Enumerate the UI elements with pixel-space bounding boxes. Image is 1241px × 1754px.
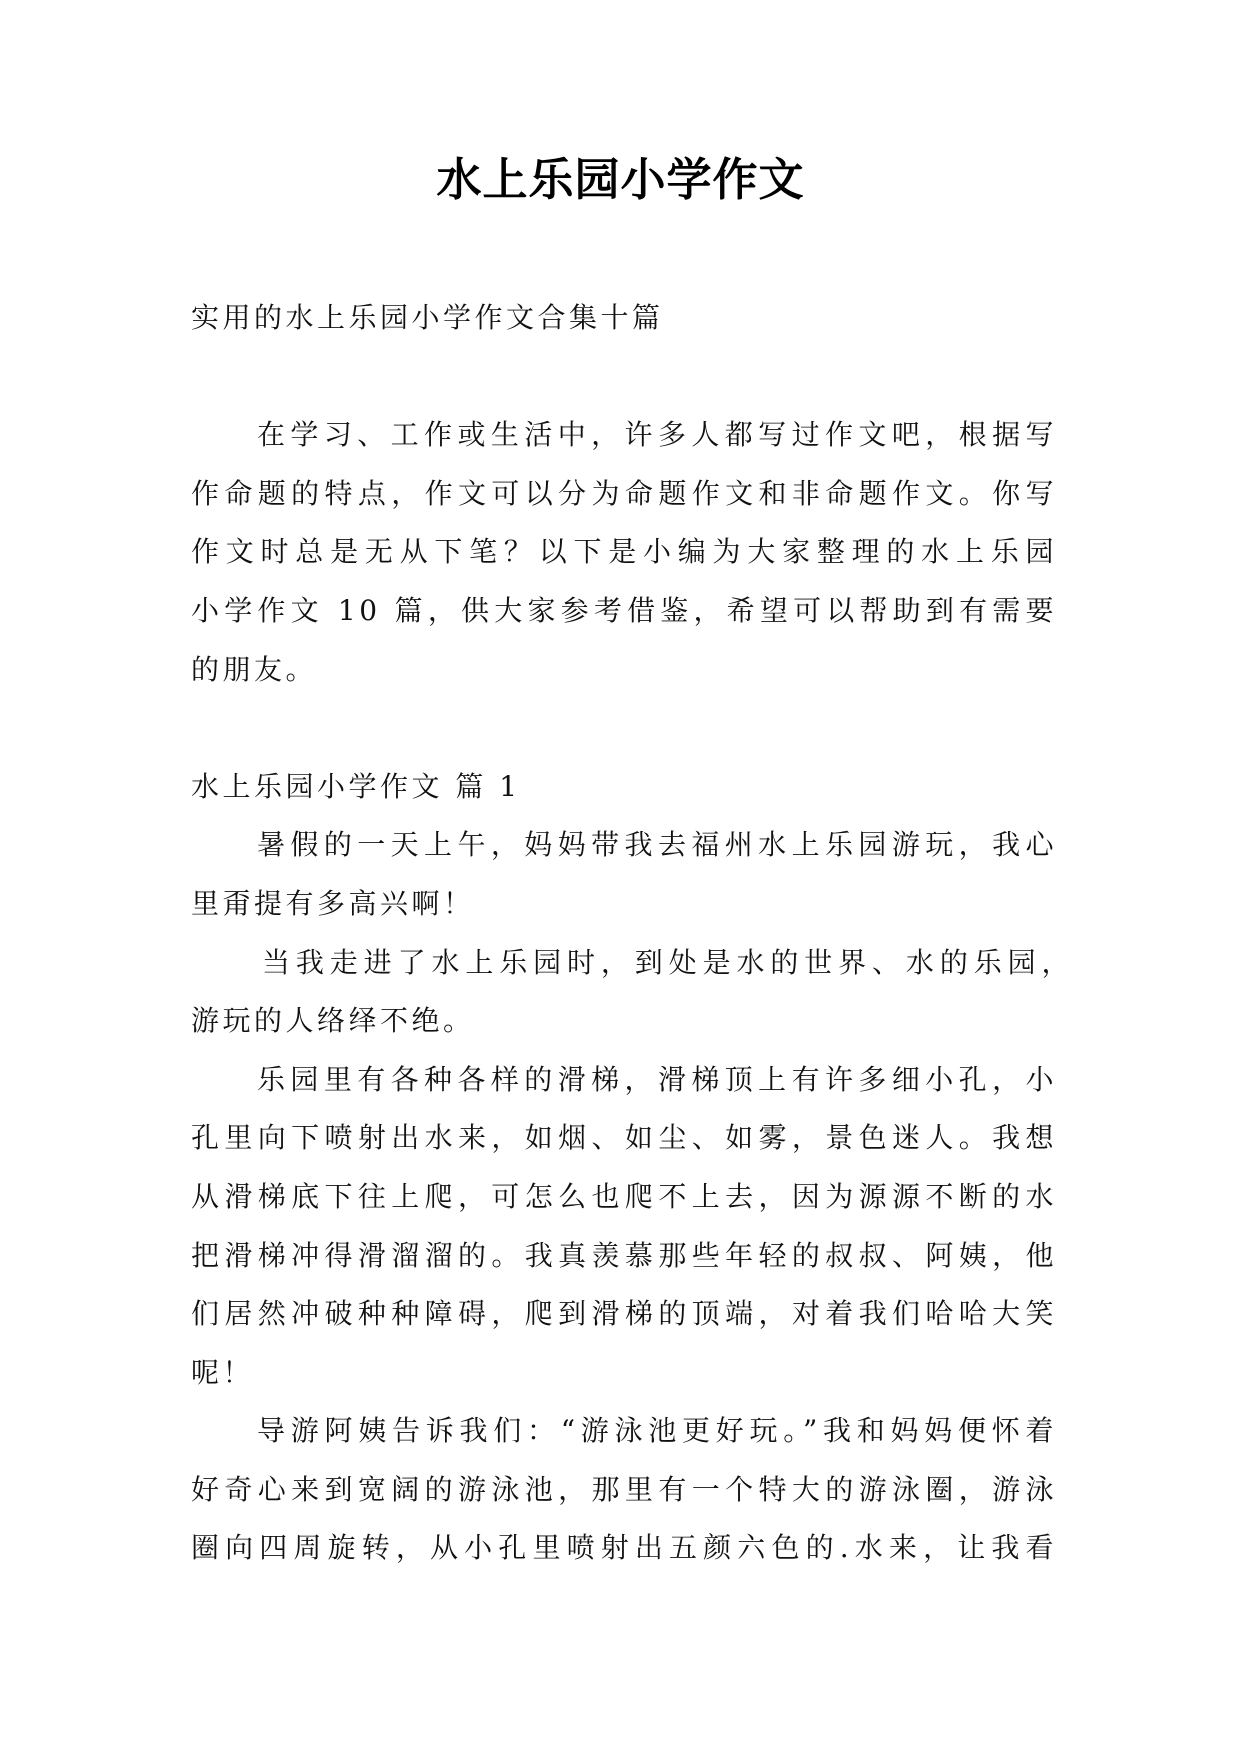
document-body [191, 289, 1073, 1578]
paragraph [191, 1051, 1057, 1403]
document-title: 水上乐园小学作文 [436, 153, 805, 206]
text-line: 里甭提有多高兴啊！ [191, 886, 475, 920]
text-line: 们居然冲破种种障碍，爬到滑梯的顶端，对着我们哈哈大笑 [191, 1297, 1057, 1331]
text-line: 圈向四周旋转，从小孔里喷射出五颜六色的.水来，让我看 [191, 1531, 1057, 1565]
text-line: 在学习、工作或生活中，许多人都写过作文吧，根据写 [257, 418, 1057, 452]
text-line: 把滑梯冲得滑溜溜的。我真羡慕那些年轻的叔叔、阿姨，他 [191, 1238, 1057, 1272]
text-line: 乐园里有各种各样的滑梯，滑梯顶上有许多细小孔，小 [257, 1062, 1057, 1096]
document-subtitle: 实用的水上乐园小学作文合集十篇 [191, 301, 664, 334]
paragraph [191, 1402, 1057, 1578]
text-line: 呢！ [191, 1355, 255, 1389]
text-line: 从滑梯底下往上爬，可怎么也爬不上去，因为源源不断的水 [191, 1179, 1057, 1213]
text-line: 的朋友。 [191, 652, 318, 686]
paragraph [191, 816, 1057, 933]
text-line: 导游阿姨告诉我们：“游泳池更好玩。”我和妈妈便怀着 [257, 1414, 1057, 1448]
text-line: 当我走进了水上乐园时，到处是水的世界、水的乐园， [262, 945, 1073, 979]
text-line: 暑假的一天上午，妈妈带我去福州水上乐园游玩，我心 [257, 828, 1057, 862]
text-line: 好奇心来到宽阔的游泳池，那里有一个特大的游泳圈，游泳 [191, 1472, 1057, 1506]
paragraph [191, 934, 1073, 1051]
intro-paragraph [191, 406, 1057, 699]
text-line: 作文时总是无从下笔？以下是小编为大家整理的水上乐园 [191, 535, 1057, 569]
text-line: 作命题的特点，作文可以分为命题作文和非命题作文。你写 [191, 476, 1057, 510]
section-heading: 水上乐园小学作文 篇 1 [191, 769, 521, 803]
text-line: 孔里向下喷射出水来，如烟、如尘、如雾，景色迷人。我想 [191, 1121, 1057, 1155]
text-line: 小学作文 10 篇，供大家参考借鉴，希望可以帮助到有需要 [191, 593, 1057, 627]
text-line: 游玩的人络绎不绝。 [191, 1004, 475, 1038]
